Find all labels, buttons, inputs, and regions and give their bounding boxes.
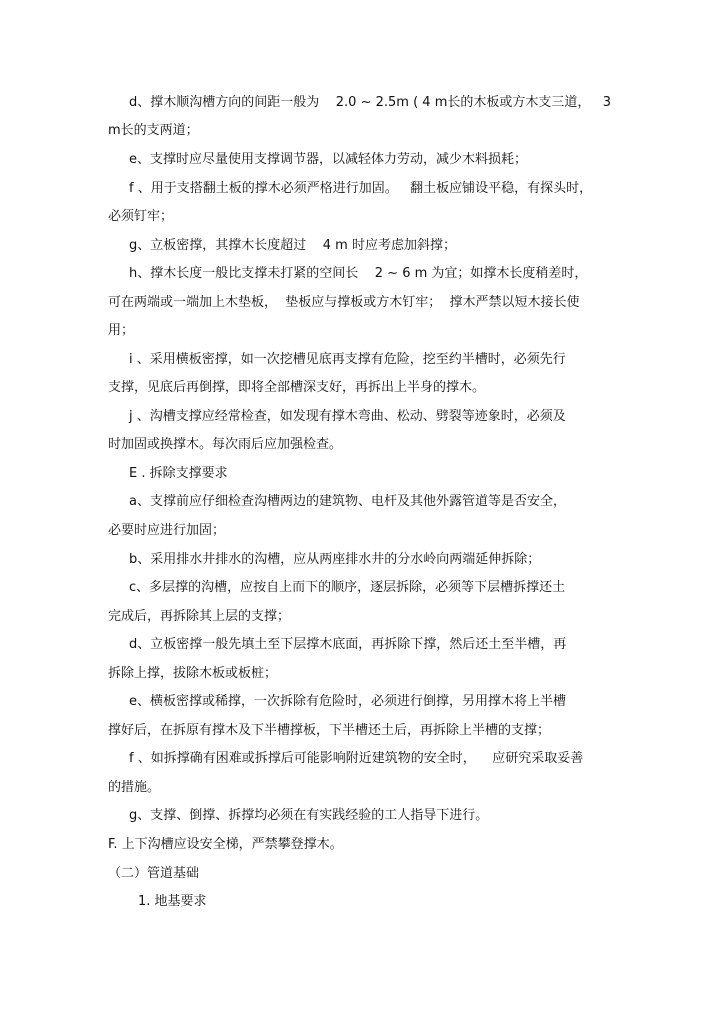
text-line: f 、如拆撑确有困难或拆撑后可能影响附近建筑物的安全时， 应研究采取妥善 <box>129 751 584 766</box>
text-line: 完成后，再拆除其上层的支撑； <box>108 609 291 624</box>
text-line: 撑好后，在拆原有撑木及下半槽撑板，下半槽还土后，再拆除上半槽的支撑； <box>108 723 551 738</box>
text-line: b、采用排水井排水的沟槽，应从两座排水井的分水岭向两端延伸拆除； <box>129 552 541 567</box>
text-line: 拆除上撑，拔除木板或板桩； <box>108 666 278 681</box>
text-line: j 、沟槽支撑应经常检查，如发现有撑木弯曲、松动、劈裂等迹象时，必须及 <box>129 409 566 424</box>
text-line: f 、用于支搭翻土板的撑木必须严格进行加固。 翻土板应铺设平稳，有探头时， <box>129 181 593 196</box>
text-line: 时加固或换撑木。每次雨后应加强检查。 <box>108 437 343 452</box>
text-line: h、撑木长度一般比支撑未打紧的空间长 2 ~ 6 m 为宜；如撑木长度稍差时， <box>129 266 588 281</box>
section-heading: F. 上下沟槽应设安全梯，严禁攀登撑木。 <box>108 837 343 852</box>
text-line: g、支撑、倒撑、拆撑均必须在有实践经验的工人指导下进行。 <box>129 808 489 823</box>
section-heading: E . 拆除支撑要求 <box>129 466 228 481</box>
text-line: 可在两端或一端加上木垫板， 垫板应与撑板或方木钉牢； 撑木严禁以短木接长使 <box>108 295 580 310</box>
text-line: 必要时应进行加固； <box>108 523 226 538</box>
text-line: e、横板密撑或稀撑，一次拆除有危险时，必须进行倒撑，另用撑木将上半槽 <box>129 694 566 709</box>
text-line: m长的支两道； <box>108 123 199 138</box>
text-line: 的措施。 <box>108 780 161 795</box>
text-line: d、立板密撑一般先填土至下层撑木底面，再拆除下撑，然后还土至半槽，再 <box>129 637 567 652</box>
text-line: d、撑木顺沟槽方向的间距一般为 2.0 ~ 2.5m ( 4 m长的木板或方木支三道， 3 <box>129 95 612 110</box>
text-line: e、支撑时应尽量使用支撑调节器，以减轻体力劳动，减少木料损耗； <box>129 152 527 167</box>
section-heading: （二）管道基础 <box>108 866 200 881</box>
text-line: 支撑，见底后再倒撑，即将全部槽深支好，再拆出上半身的撑木。 <box>108 380 486 395</box>
text-line: i 、采用横板密撑，如一次挖槽见底再支撑有危险，挖至约半槽时，必须先行 <box>129 352 566 367</box>
subsection-heading: 1. 地基要求 <box>138 894 207 909</box>
text-line: a、支撑前应仔细检查沟槽两边的建筑物、电杆及其他外露管道等是否安全， <box>129 494 566 509</box>
text-line: g、立板密撑，其撑木长度超过 4 m 时应考虑加斜撑； <box>129 238 456 253</box>
text-line: c、多层撑的沟槽，应按自上而下的顺序，逐层拆除，必须等下层槽拆撑还土 <box>129 580 566 595</box>
text-line: 必须钉牢； <box>108 209 174 224</box>
text-line: 用； <box>108 323 135 338</box>
